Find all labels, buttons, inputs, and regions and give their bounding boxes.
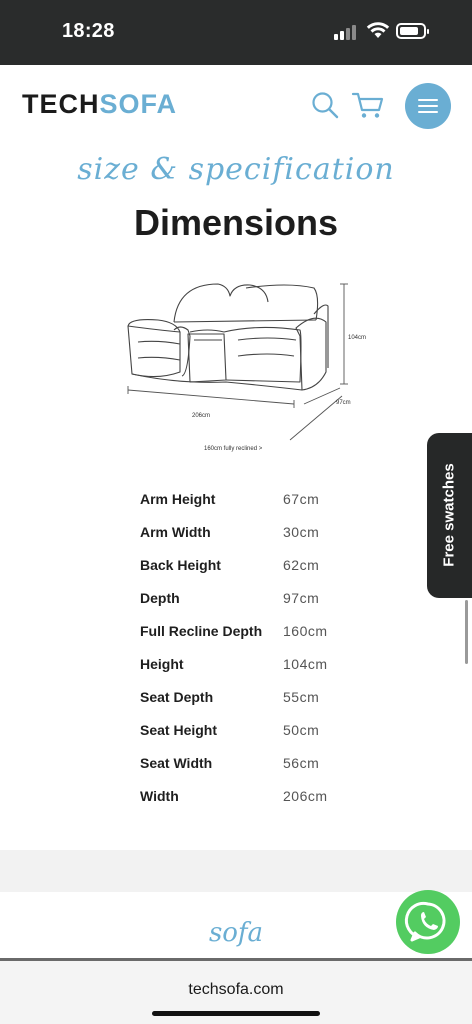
page-title: Dimensions [133,202,339,243]
battery-icon [396,23,426,39]
spec-row [140,581,380,614]
cart-icon[interactable] [351,90,385,120]
spec-row [140,680,380,713]
url-bar[interactable]: techsofa.com [188,981,284,998]
spec-value: 97cm [283,590,320,606]
spec-value: 206cm [283,788,328,804]
status-time: 18:28 [62,20,115,42]
cellular-signal-icon [334,24,360,40]
whatsapp-icon [396,890,460,954]
logo-text-tech: TECH [22,89,100,119]
spec-value: 50cm [283,722,320,738]
spec-row [140,647,380,680]
spec-table [140,482,380,812]
spec-value: 67cm [283,491,320,507]
spec-label: Width [140,788,179,804]
scrollbar[interactable] [465,600,468,664]
height-dimension-label: 104cm [348,335,367,341]
depth-dimension-label: 97cm [336,400,351,406]
browser-bottom-bar [0,958,472,1024]
free-swatches-label: Free swatches [440,463,458,567]
battery-level [400,27,418,35]
search-icon[interactable] [310,90,340,120]
spec-value: 30cm [283,524,320,540]
status-bar [0,0,472,65]
spec-row [140,779,380,812]
footer-script-text: sofa [208,918,264,948]
spec-row [140,746,380,779]
spec-label: Height [140,656,184,672]
logo-text-sofa: SOFA [99,89,178,119]
site-header [0,65,472,145]
sofa-dimension-drawing [118,276,380,458]
spec-value: 104cm [283,656,328,672]
spec-value: 160cm [283,623,328,639]
wifi-icon [366,21,390,39]
spec-label: Arm Height [140,491,216,507]
home-indicator[interactable] [152,1011,320,1016]
spec-row [140,515,380,548]
spec-label: Back Height [140,557,221,573]
free-swatches-tab[interactable] [427,433,472,598]
spec-label: Full Recline Depth [140,623,263,639]
spec-label: Seat Height [140,722,218,738]
spec-label: Depth [140,590,180,606]
width-dimension-label: 206cm [192,413,211,419]
spec-row [140,482,380,515]
hamburger-menu-icon[interactable] [405,83,451,129]
spec-label: Seat Depth [140,689,214,705]
spec-label: Seat Width [140,755,213,771]
spec-row [140,614,380,647]
section-script-heading: size & specification [77,152,395,187]
spec-label: Arm Width [140,524,211,540]
whatsapp-button[interactable] [396,890,460,954]
spec-row [140,713,380,746]
site-logo[interactable] [22,89,177,120]
spec-value: 56cm [283,755,320,771]
spec-value: 55cm [283,689,320,705]
recline-dimension-label: 160cm fully reclined > [204,446,263,452]
spec-value: 62cm [283,557,320,573]
spec-row [140,548,380,581]
section-divider [0,850,472,892]
